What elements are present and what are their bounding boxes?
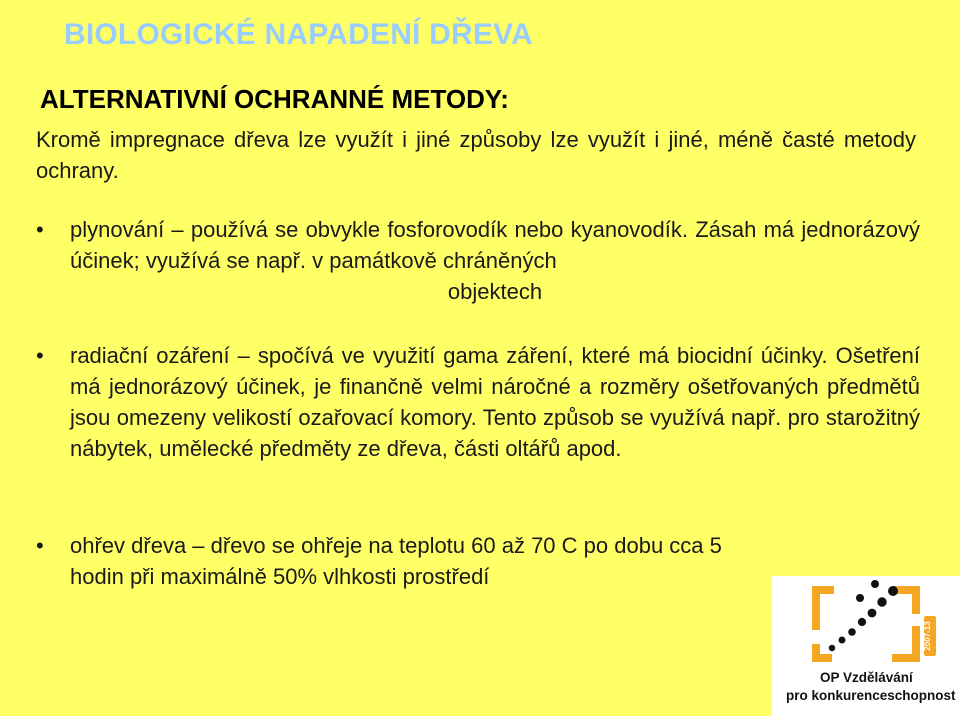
- bullet-text: ohřev dřeva – dřevo se ohřeje na teplotu 60 až 70 C po dobu cca 5 hodin při maximálně 50% vlhkosti prostředí: [70, 533, 722, 589]
- intro-paragraph: Kromě impregnace dřeva lze využít i jiné způsoby lze využít i jiné, méně časté metody ochrany.: [36, 127, 916, 183]
- bullet-item-heating: [70, 530, 770, 592]
- bullet-text: radiační ozáření – spočívá ve využití gama záření, které má biocidní účinky. Ošetření má jednorázový účinek, je finančně velmi náročné a rozměry ošetřovaných předmětů jsou omezeny velikostí ozařovací komory. Tento způsob se využívá např. pro starožitný nábytek, umělecké předměty ze dřeva, části oltářů apod.: [70, 343, 920, 461]
- logo-graphic-icon: [772, 576, 960, 670]
- logo-text-line1: OP Vzdělávání: [820, 670, 913, 685]
- bullet-item-fumigation: [70, 214, 920, 307]
- op-vzdelavani-logo: [772, 576, 960, 716]
- logo-years: 2007-13: [923, 621, 932, 651]
- slide-title: BIOLOGICKÉ NAPADENÍ DŘEVA: [64, 18, 533, 51]
- logo-text-line2: pro konkurenceschopnost: [786, 688, 956, 703]
- bullet-text-tail: objektech: [447, 279, 543, 304]
- slide-subtitle: ALTERNATIVNÍ OCHRANNÉ METODY:: [40, 84, 509, 114]
- bullet-text: plynování – používá se obvykle fosforovodík nebo kyanovodík. Zásah má jednorázový účinek; využívá se např. v památkově chráněných: [70, 217, 920, 273]
- bullet-item-radiation: [70, 340, 920, 464]
